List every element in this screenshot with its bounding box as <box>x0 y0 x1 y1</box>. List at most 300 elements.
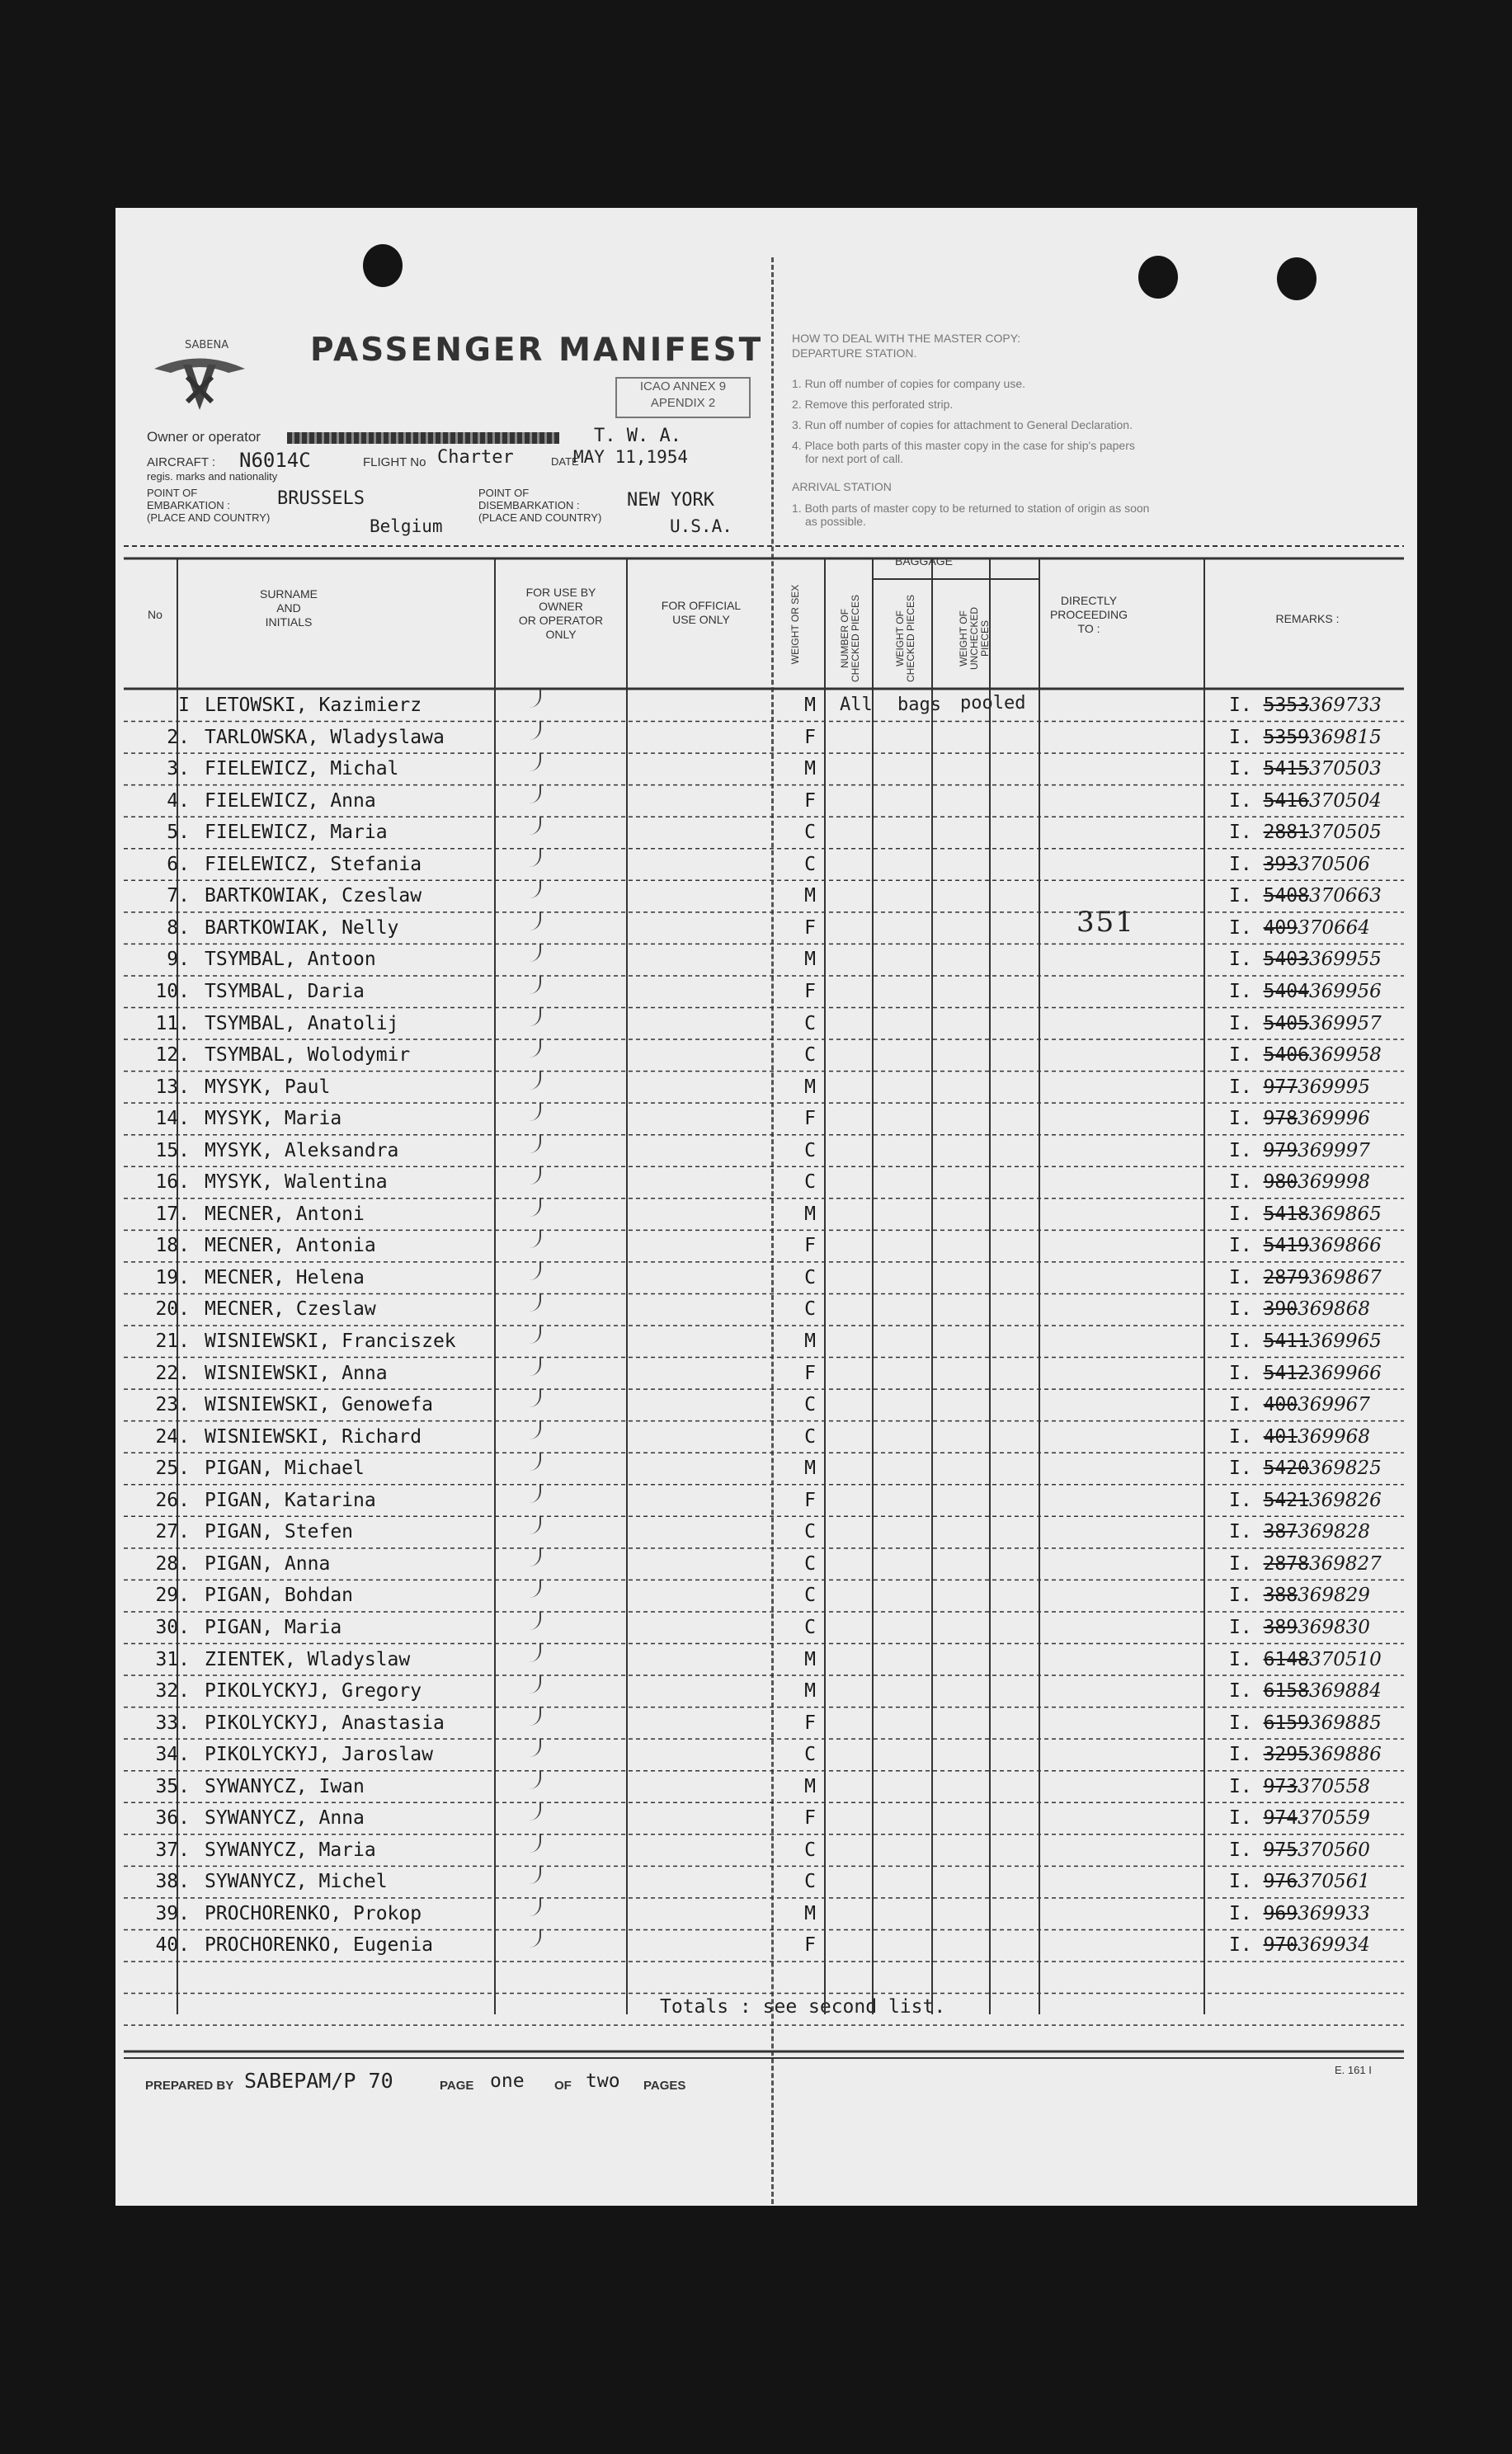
remarks-handwritten-number: 370503 <box>1308 758 1382 780</box>
passenger-sex: C <box>804 1139 816 1161</box>
row-number: 8. <box>167 916 190 939</box>
passenger-name: TARLOWSKA, Wladyslawa <box>205 726 445 748</box>
passenger-sex: C <box>804 1298 816 1321</box>
row-number: 20. <box>155 1298 190 1321</box>
passenger-name: WISNIEWSKI, Anna <box>205 1362 388 1384</box>
row-number: 25. <box>155 1458 190 1480</box>
row-number: 21. <box>155 1331 190 1352</box>
remarks-struck-number: 6159 <box>1263 1712 1309 1734</box>
col-surname-1: SURNAME <box>259 587 318 601</box>
instruction-4b: for next port of call. <box>805 452 904 465</box>
remarks-prefix: I. <box>1229 1139 1252 1161</box>
date-value: MAY 11,1954 <box>573 447 689 467</box>
remarks-handwritten-number: 369967 <box>1298 1394 1370 1416</box>
row-number: 38. <box>155 1871 190 1893</box>
remarks-handwritten-number: 369966 <box>1308 1362 1382 1384</box>
col-owner-use-2: OWNER <box>539 600 583 613</box>
passenger-sex: C <box>804 1585 816 1607</box>
passenger-name: TSYMBAL, Wolodymir <box>205 1044 411 1067</box>
remarks-struck-number: 5359 <box>1263 726 1309 748</box>
passenger-sex: M <box>804 1203 816 1225</box>
remarks-handwritten-number: 369866 <box>1308 1235 1382 1257</box>
row-number: 34. <box>155 1744 190 1766</box>
disembark-label-3: (PLACE AND COUNTRY) <box>478 511 602 524</box>
center-stamp: 351 <box>1076 906 1135 939</box>
remarks-prefix: I. <box>1229 1616 1252 1638</box>
remarks-prefix: I. <box>1229 916 1252 939</box>
remarks-struck-number: 387 <box>1263 1521 1298 1543</box>
date-label: DATE <box>551 455 579 468</box>
col-surname-2: AND <box>276 601 301 615</box>
aircraft-value: N6014C <box>239 449 311 472</box>
remarks-prefix: I. <box>1229 1521 1252 1543</box>
passenger-sex: C <box>804 1012 816 1034</box>
passenger-sex: C <box>804 1044 816 1067</box>
embark-label-2: EMBARKATION : <box>147 499 230 511</box>
arrival-instruction-1: 1. Both parts of master copy to be returned to station of origin as soon <box>792 502 1150 515</box>
row-number: 36. <box>155 1807 190 1830</box>
passenger-name: WISNIEWSKI, Franciszek <box>205 1331 456 1352</box>
passenger-sex: C <box>804 1425 816 1448</box>
remarks-handwritten-number: 369934 <box>1298 1934 1370 1957</box>
remarks-handwritten-number: 369995 <box>1298 1076 1370 1098</box>
remarks-prefix: I. <box>1229 758 1252 780</box>
passenger-name: MYSYK, Paul <box>205 1076 331 1098</box>
passenger-name: FIELEWICZ, Michal <box>205 758 399 780</box>
prepared-value: SABEPAM/P 70 <box>244 2069 393 2093</box>
departure-station: DEPARTURE STATION. <box>792 346 917 360</box>
remarks-prefix: I. <box>1229 1266 1252 1288</box>
passenger-name: SYWANYCZ, Iwan <box>205 1775 365 1797</box>
row-number: 2. <box>167 726 190 748</box>
remarks-prefix: I. <box>1229 1934 1252 1957</box>
col-surname-3: INITIALS <box>265 615 313 629</box>
passenger-name: PIGAN, Anna <box>205 1552 331 1575</box>
passenger-name: PIKOLYCKYJ, Gregory <box>205 1680 422 1703</box>
row-number: 18. <box>155 1235 190 1257</box>
passenger-sex: M <box>804 695 816 716</box>
embark-label-1: POINT OF <box>147 487 198 499</box>
table-grid <box>115 208 1417 2206</box>
row-number: 13. <box>155 1076 190 1098</box>
passenger-name: MECNER, Helena <box>205 1266 365 1288</box>
remarks-prefix: I. <box>1229 1712 1252 1734</box>
regis-note: regis. marks and nationality <box>147 470 278 483</box>
remarks-handwritten-number: 369958 <box>1308 1044 1382 1067</box>
disembark-label-1: POINT OF <box>478 487 530 499</box>
remarks-handwritten-number: 369996 <box>1298 1108 1370 1130</box>
remarks-prefix: I. <box>1229 853 1252 875</box>
row-number: 10. <box>155 980 190 1002</box>
remarks-struck-number: 388 <box>1263 1585 1298 1607</box>
passenger-sex: F <box>804 1235 816 1257</box>
remarks-struck-number: 975 <box>1263 1839 1298 1861</box>
remarks-prefix: I. <box>1229 1839 1252 1861</box>
passenger-name: MYSYK, Aleksandra <box>205 1139 399 1161</box>
remarks-prefix: I. <box>1229 1552 1252 1575</box>
row-number: 15. <box>155 1139 190 1161</box>
remarks-prefix: I. <box>1229 1298 1252 1321</box>
instruction-4: 4. Place both parts of this master copy in the case for ship's papers <box>792 439 1135 452</box>
row-number: 37. <box>155 1839 190 1861</box>
icao-line-2: APENDIX 2 <box>650 396 716 410</box>
remarks-handwritten-number: 369868 <box>1298 1298 1370 1321</box>
passenger-name: WISNIEWSKI, Richard <box>205 1425 422 1448</box>
baggage-checked-note: bags <box>897 695 941 715</box>
passenger-name: LETOWSKI, Kazimierz <box>205 695 422 716</box>
passenger-sex: F <box>804 1807 816 1830</box>
passenger-name: PIGAN, Maria <box>205 1616 342 1638</box>
passenger-sex: F <box>804 1934 816 1957</box>
remarks-prefix: I. <box>1229 1807 1252 1830</box>
remarks-struck-number: 6158 <box>1263 1680 1309 1703</box>
remarks-handwritten-number: 369829 <box>1298 1585 1370 1607</box>
passenger-name: BARTKOWIAK, Nelly <box>205 916 399 939</box>
passenger-sex: F <box>804 980 816 1002</box>
remarks-prefix: I. <box>1229 1680 1252 1703</box>
passenger-sex: C <box>804 1394 816 1416</box>
row-number: 40. <box>155 1934 190 1957</box>
remarks-prefix: I. <box>1229 1203 1252 1225</box>
passenger-name: TSYMBAL, Anatolij <box>205 1012 399 1034</box>
passenger-name: PROCHORENKO, Eugenia <box>205 1934 433 1957</box>
row-number: 11. <box>155 1012 190 1034</box>
remarks-struck-number: 390 <box>1263 1298 1298 1321</box>
of-label: OF <box>554 2079 572 2093</box>
row-number: 30. <box>155 1616 190 1638</box>
remarks-struck-number: 979 <box>1263 1139 1298 1161</box>
remarks-prefix: I. <box>1229 1171 1252 1194</box>
page-title: PASSENGER MANIFEST <box>310 332 764 369</box>
row-number: 33. <box>155 1712 190 1734</box>
col-checked-weight: WEIGHT OF CHECKED PIECES <box>894 594 916 683</box>
aircraft-label: AIRCRAFT : <box>147 455 216 469</box>
remarks-handwritten-number: 369867 <box>1308 1266 1382 1288</box>
passenger-sex: C <box>804 1871 816 1893</box>
passenger-name: PIGAN, Stefen <box>205 1521 354 1543</box>
embark-country: Belgium <box>370 516 443 536</box>
passenger-sex: C <box>804 1744 816 1766</box>
col-baggage: BAGGAGE <box>894 554 954 568</box>
disembark-city: NEW YORK <box>627 490 714 511</box>
remarks-handwritten-number: 369826 <box>1308 1489 1382 1511</box>
passenger-sex: M <box>804 1076 816 1098</box>
col-directly-1: DIRECTLY <box>1060 594 1118 607</box>
remarks-struck-number: 400 <box>1263 1394 1298 1416</box>
instruction-1: 1. Run off number of copies for company use. <box>792 377 1026 390</box>
remarks-handwritten-number: 370558 <box>1298 1775 1370 1797</box>
row-number: 3. <box>167 758 190 780</box>
passenger-sex: M <box>804 1648 816 1670</box>
remarks-prefix: I. <box>1229 1425 1252 1448</box>
col-checked-pieces: NUMBER OF CHECKED PIECES <box>839 594 861 683</box>
remarks-struck-number: 5419 <box>1263 1235 1309 1257</box>
passenger-name: MYSYK, Walentina <box>205 1171 388 1194</box>
remarks-handwritten-number: 369998 <box>1298 1171 1370 1194</box>
passenger-sex: C <box>804 1171 816 1194</box>
row-number: 26. <box>155 1489 190 1511</box>
passenger-name: SYWANYCZ, Maria <box>205 1839 376 1861</box>
row-number: 9. <box>167 949 190 971</box>
remarks-struck-number: 2879 <box>1263 1266 1309 1288</box>
row-number: 6. <box>167 853 190 875</box>
remarks-handwritten-number: 369884 <box>1308 1680 1382 1703</box>
passenger-sex: F <box>804 726 816 748</box>
remarks-prefix: I. <box>1229 1044 1252 1067</box>
remarks-struck-number: 5408 <box>1263 885 1309 907</box>
row-number: 7. <box>167 885 190 907</box>
remarks-prefix: I. <box>1229 789 1252 812</box>
icao-line-1: ICAO ANNEX 9 <box>639 379 727 393</box>
page-value: one <box>490 2070 525 2092</box>
remarks-struck-number: 977 <box>1263 1076 1298 1098</box>
remarks-prefix: I. <box>1229 1489 1252 1511</box>
form-number: E. 161 I <box>1335 2064 1372 2076</box>
disembark-country: U.S.A. <box>670 516 732 536</box>
remarks-struck-number: 978 <box>1263 1108 1298 1130</box>
flight-label: FLIGHT No <box>363 455 426 469</box>
passenger-name: PIGAN, Bohdan <box>205 1585 354 1607</box>
remarks-struck-number: 2878 <box>1263 1552 1309 1575</box>
row-number: 31. <box>155 1648 190 1670</box>
remarks-struck-number: 980 <box>1263 1171 1298 1194</box>
remarks-prefix: I. <box>1229 949 1252 971</box>
remarks-handwritten-number: 370505 <box>1308 822 1382 844</box>
col-remarks: REMARKS : <box>1275 612 1340 625</box>
row-number: 39. <box>155 1902 190 1924</box>
row-number: 27. <box>155 1521 190 1543</box>
owner-label: Owner or operator <box>147 429 261 445</box>
remarks-handwritten-number: 370560 <box>1298 1839 1370 1861</box>
col-owner-use-4: ONLY <box>545 628 577 641</box>
col-official-1: FOR OFFICIAL <box>661 599 742 612</box>
passenger-name: TSYMBAL, Antoon <box>205 949 376 971</box>
remarks-handwritten-number: 370510 <box>1308 1648 1382 1670</box>
passenger-name: PROCHORENKO, Prokop <box>205 1902 422 1924</box>
remarks-handwritten-number: 369965 <box>1308 1331 1382 1352</box>
passenger-name: SYWANYCZ, Michel <box>205 1871 388 1893</box>
remarks-handwritten-number: 369827 <box>1308 1552 1382 1575</box>
pages-label: PAGES <box>643 2079 686 2093</box>
remarks-prefix: I. <box>1229 822 1252 844</box>
remarks-struck-number: 5420 <box>1263 1458 1309 1480</box>
remarks-struck-number: 5412 <box>1263 1362 1309 1384</box>
row-number: 29. <box>155 1585 190 1607</box>
passenger-name: MYSYK, Maria <box>205 1108 342 1130</box>
passenger-sex: M <box>804 1680 816 1703</box>
col-directly-3: TO : <box>1077 622 1100 635</box>
remarks-handwritten-number: 369885 <box>1308 1712 1382 1734</box>
remarks-handwritten-number: 369886 <box>1308 1744 1382 1766</box>
remarks-struck-number: 5406 <box>1263 1044 1309 1067</box>
remarks-struck-number: 389 <box>1263 1616 1298 1638</box>
instruction-2: 2. Remove this perforated strip. <box>792 398 954 411</box>
row-number: 16. <box>155 1171 190 1194</box>
remarks-struck-number: 401 <box>1263 1425 1298 1448</box>
svg-text:SABENA: SABENA <box>185 339 229 351</box>
remarks-handwritten-number: 370504 <box>1308 789 1382 812</box>
remarks-struck-number: 973 <box>1263 1775 1298 1797</box>
remarks-struck-number: 409 <box>1263 916 1298 939</box>
passenger-name: FIELEWICZ, Stefania <box>205 853 422 875</box>
remarks-prefix: I. <box>1229 980 1252 1002</box>
page-label: PAGE <box>440 2079 474 2093</box>
remarks-struck-number: 976 <box>1263 1871 1298 1893</box>
passenger-name: TSYMBAL, Daria <box>205 980 365 1002</box>
embark-label-3: (PLACE AND COUNTRY) <box>147 511 271 524</box>
passenger-sex: F <box>804 789 816 812</box>
remarks-prefix: I. <box>1229 885 1252 907</box>
row-number: 14. <box>155 1108 190 1130</box>
remarks-prefix: I. <box>1229 1394 1252 1416</box>
row-number: 22. <box>155 1362 190 1384</box>
remarks-handwritten-number: 369933 <box>1298 1902 1370 1924</box>
remarks-struck-number: 5411 <box>1263 1331 1309 1352</box>
col-directly-2: PROCEEDING <box>1049 608 1128 621</box>
passenger-sex: M <box>804 1458 816 1480</box>
col-official-2: USE ONLY <box>672 613 730 626</box>
col-unchecked-weight: WEIGHT OF UNCHECKED PIECES <box>958 607 991 671</box>
passenger-sex: F <box>804 1712 816 1734</box>
row-number: 5. <box>167 822 190 844</box>
remarks-handwritten-number: 369825 <box>1308 1458 1382 1480</box>
passenger-sex: M <box>804 758 816 780</box>
remarks-struck-number: 5405 <box>1263 1012 1309 1034</box>
row-number: I <box>178 695 190 716</box>
row-number: 12. <box>155 1044 190 1067</box>
instructions-heading: HOW TO DEAL WITH THE MASTER COPY: <box>792 332 1021 345</box>
row-number: 19. <box>155 1266 190 1288</box>
passenger-sex: C <box>804 1266 816 1288</box>
remarks-handwritten-number: 369828 <box>1298 1521 1370 1543</box>
baggage-pieces-note: All <box>840 695 873 715</box>
passenger-name: PIGAN, Katarina <box>205 1489 376 1511</box>
row-number: 35. <box>155 1775 190 1797</box>
col-owner-use-1: FOR USE BY <box>525 586 596 599</box>
remarks-handwritten-number: 369997 <box>1298 1139 1370 1161</box>
baggage-unchecked-note: pooled <box>960 693 1026 714</box>
remarks-handwritten-number: 369956 <box>1308 980 1382 1002</box>
remarks-struck-number: 5353 <box>1263 695 1309 716</box>
remarks-struck-number: 5404 <box>1263 980 1309 1002</box>
passenger-sex: F <box>804 916 816 939</box>
remarks-struck-number: 5416 <box>1263 789 1309 812</box>
flight-value: Charter <box>437 447 514 468</box>
row-number: 28. <box>155 1552 190 1575</box>
remarks-prefix: I. <box>1229 1012 1252 1034</box>
passenger-sex: F <box>804 1362 816 1384</box>
remarks-handwritten-number: 370664 <box>1298 916 1370 939</box>
remarks-struck-number: 6148 <box>1263 1648 1309 1670</box>
row-number: 17. <box>155 1203 190 1225</box>
passenger-sex: F <box>804 1108 816 1130</box>
passenger-name: ZIENTEK, Wladyslaw <box>205 1648 411 1670</box>
passenger-sex: C <box>804 853 816 875</box>
passenger-sex: M <box>804 1331 816 1352</box>
remarks-handwritten-number: 369955 <box>1308 949 1382 971</box>
passenger-sex: C <box>804 1839 816 1861</box>
passenger-name: BARTKOWIAK, Czeslaw <box>205 885 422 907</box>
disembark-label-2: DISEMBARKATION : <box>478 499 580 511</box>
remarks-prefix: I. <box>1229 1775 1252 1797</box>
of-value: two <box>586 2070 620 2092</box>
remarks-handwritten-number: 370663 <box>1308 885 1382 907</box>
passenger-sex: C <box>804 1552 816 1575</box>
remarks-handwritten-number: 370506 <box>1298 853 1370 875</box>
passenger-name: PIKOLYCKYJ, Jaroslaw <box>205 1744 433 1766</box>
remarks-struck-number: 974 <box>1263 1807 1298 1830</box>
remarks-handwritten-number: 369815 <box>1308 726 1382 748</box>
passenger-sex: C <box>804 1521 816 1543</box>
passenger-name: MECNER, Czeslaw <box>205 1298 376 1321</box>
col-no: No <box>148 608 163 621</box>
passenger-sex: F <box>804 1489 816 1511</box>
row-number: 23. <box>155 1394 190 1416</box>
manifest-sheet <box>115 208 1417 2206</box>
passenger-sex: M <box>804 949 816 971</box>
remarks-handwritten-number: 369830 <box>1298 1616 1370 1638</box>
passenger-sex: M <box>804 1775 816 1797</box>
passenger-name: PIKOLYCKYJ, Anastasia <box>205 1712 445 1734</box>
remarks-struck-number: 5415 <box>1263 758 1309 780</box>
passenger-name: MECNER, Antoni <box>205 1203 365 1225</box>
remarks-prefix: I. <box>1229 1331 1252 1352</box>
prepared-label: PREPARED BY <box>145 2079 234 2093</box>
passenger-name: SYWANYCZ, Anna <box>205 1807 365 1830</box>
col-weight-sex: WEIGHT OR SEX <box>789 584 801 665</box>
remarks-handwritten-number: 369968 <box>1298 1425 1370 1448</box>
owner-value: T. W. A. <box>594 426 681 446</box>
remarks-prefix: I. <box>1229 1235 1252 1257</box>
remarks-struck-number: 969 <box>1263 1902 1298 1924</box>
remarks-prefix: I. <box>1229 1458 1252 1480</box>
row-number: 4. <box>167 789 190 812</box>
totals-note: Totals : see second list. <box>660 1996 946 2018</box>
row-number: 24. <box>155 1425 190 1448</box>
passenger-name: PIGAN, Michael <box>205 1458 365 1480</box>
remarks-struck-number: 5418 <box>1263 1203 1309 1225</box>
arrival-instruction-1b: as possible. <box>805 515 866 528</box>
remarks-struck-number: 2881 <box>1263 822 1309 844</box>
remarks-prefix: I. <box>1229 695 1252 716</box>
remarks-prefix: I. <box>1229 1648 1252 1670</box>
remarks-struck-number: 3295 <box>1263 1744 1309 1766</box>
remarks-prefix: I. <box>1229 1871 1252 1893</box>
remarks-prefix: I. <box>1229 1585 1252 1607</box>
passenger-sex: C <box>804 822 816 844</box>
remarks-struck-number: 5403 <box>1263 949 1309 971</box>
passenger-sex: M <box>804 885 816 907</box>
passenger-name: FIELEWICZ, Maria <box>205 822 388 844</box>
passenger-name: WISNIEWSKI, Genowefa <box>205 1394 433 1416</box>
remarks-prefix: I. <box>1229 1744 1252 1766</box>
remarks-handwritten-number: 369865 <box>1308 1203 1382 1225</box>
remarks-handwritten-number: 369733 <box>1308 695 1382 716</box>
remarks-struck-number: 970 <box>1263 1934 1298 1957</box>
instruction-3: 3. Run off number of copies for attachment to General Declaration. <box>792 418 1133 431</box>
remarks-prefix: I. <box>1229 726 1252 748</box>
remarks-prefix: I. <box>1229 1362 1252 1384</box>
remarks-struck-number: 393 <box>1263 853 1298 875</box>
remarks-prefix: I. <box>1229 1108 1252 1130</box>
remarks-prefix: I. <box>1229 1902 1252 1924</box>
passenger-sex: M <box>804 1902 816 1924</box>
passenger-name: FIELEWICZ, Anna <box>205 789 376 812</box>
remarks-struck-number: 5421 <box>1263 1489 1309 1511</box>
passenger-name: MECNER, Antonia <box>205 1235 376 1257</box>
embark-city: BRUSSELS <box>277 488 365 509</box>
remarks-prefix: I. <box>1229 1076 1252 1098</box>
